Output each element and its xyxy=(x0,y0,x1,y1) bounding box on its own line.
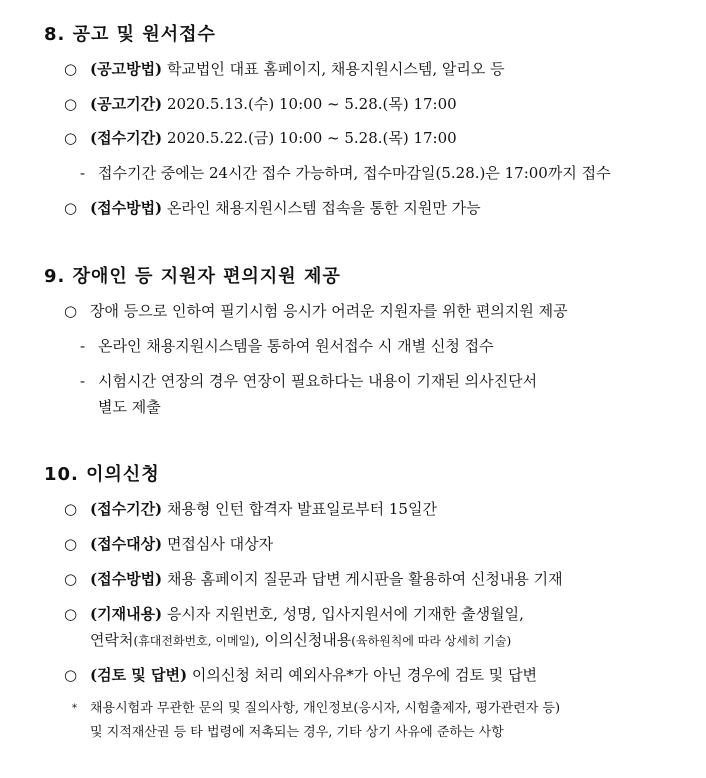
footnote-line-2 xyxy=(90,724,504,742)
item-label: (공고방법) xyxy=(90,60,163,78)
item-label: (접수기간) xyxy=(90,500,163,518)
item-label: (접수방법) xyxy=(90,199,163,217)
item-label: (검토 및 답변) xyxy=(90,666,188,684)
s8-item-notice-period xyxy=(64,94,457,114)
item-text-small: (휴대전화번호, 이메일) xyxy=(133,634,255,648)
circle-bullet: ○ xyxy=(64,129,78,147)
footnote-line-1 xyxy=(72,700,560,718)
item-text: 면접심사 대상자 xyxy=(166,535,274,553)
circle-bullet: ○ xyxy=(64,95,78,113)
item-text: 채용형 인턴 합격자 발표일로부터 15일간 xyxy=(166,500,437,518)
circle-bullet: ○ xyxy=(64,605,78,623)
s10-item-method xyxy=(64,569,563,589)
circle-bullet: ○ xyxy=(64,199,78,217)
s8-item-apply-period xyxy=(64,128,457,148)
footnote-text: 및 지적재산권 등 타 법령에 저촉되는 경우, 기타 상기 사유에 준하는 사항 xyxy=(90,725,504,740)
section-10-title: 10. 이의신청 xyxy=(44,464,160,485)
item-text: 응시자 지원번호, 성명, 입사지원서에 기재한 출생월일, xyxy=(166,605,524,623)
item-text: 이의신청 처리 예외사유*가 아닌 경우에 검토 및 답변 xyxy=(191,666,538,684)
item-label: (기재내용) xyxy=(90,605,163,623)
footnote-text: 채용시험과 무관한 문의 및 질의사항, 개인정보(응시자, 시험출제자, 평가관련자 등) xyxy=(90,701,561,716)
s10-item-content-cont xyxy=(90,630,511,651)
s10-item-review xyxy=(64,665,537,685)
circle-bullet: ○ xyxy=(64,500,78,518)
s9-subitem-extension xyxy=(80,371,537,391)
footnote-mark: * xyxy=(72,703,77,714)
item-label: (접수방법) xyxy=(90,570,163,588)
s10-item-target xyxy=(64,534,273,554)
circle-bullet: ○ xyxy=(64,60,78,78)
circle-bullet: ○ xyxy=(64,570,78,588)
item-text: 학교법인 대표 홈페이지, 채용지원시스템, 알리오 등 xyxy=(166,60,505,78)
s8-item-apply-method xyxy=(64,198,481,218)
item-text: 시험시간 연장의 경우 연장이 필요하다는 내용이 기재된 의사진단서 xyxy=(98,372,538,390)
s8-item-notice-method xyxy=(64,59,505,79)
item-text: , 이의신청내용 xyxy=(254,631,352,649)
s10-item-content xyxy=(64,604,524,624)
s9-subitem-extension-cont xyxy=(98,397,161,417)
item-text: 채용 홈페이지 질문과 답변 게시판을 활용하여 신청내용 기재 xyxy=(166,570,563,588)
item-text: 2020.5.13.(수) 10:00 ~ 5.28.(목) 17:00 xyxy=(166,95,457,113)
item-text: 연락처 xyxy=(90,631,134,649)
s9-subitem-online xyxy=(80,336,494,356)
dash-bullet: - xyxy=(80,337,86,355)
item-label: (공고기간) xyxy=(90,95,163,113)
s8-subitem-24h xyxy=(80,163,611,183)
item-label: (접수대상) xyxy=(90,535,163,553)
dash-bullet: - xyxy=(80,372,86,390)
item-text: 접수기간 중에는 24시간 접수 가능하며, 접수마감일(5.28.)은 17:00까지 접수 xyxy=(98,164,611,182)
dash-bullet: - xyxy=(80,164,86,182)
item-label: (접수기간) xyxy=(90,129,163,147)
item-text: 온라인 채용지원시스템을 통하여 원서접수 시 개별 신청 접수 xyxy=(98,337,494,355)
circle-bullet: ○ xyxy=(64,302,78,320)
item-text-small: (육하원칙에 따라 상세히 기술) xyxy=(351,634,512,648)
section-8-title: 8. 공고 및 원서접수 xyxy=(44,24,216,45)
section-9-title: 9. 장애인 등 지원자 편의지원 제공 xyxy=(44,266,341,287)
s10-item-period xyxy=(64,499,437,519)
item-text: 별도 제출 xyxy=(98,398,161,416)
s9-item-support xyxy=(64,301,568,321)
circle-bullet: ○ xyxy=(64,666,78,684)
item-text: 장애 등으로 인하여 필기시험 응시가 어려운 지원자를 위한 편의지원 제공 xyxy=(90,302,568,320)
item-text: 온라인 채용지원시스템 접속을 통한 지원만 가능 xyxy=(166,199,481,217)
item-text: 2020.5.22.(금) 10:00 ~ 5.28.(목) 17:00 xyxy=(166,129,457,147)
circle-bullet: ○ xyxy=(64,535,78,553)
